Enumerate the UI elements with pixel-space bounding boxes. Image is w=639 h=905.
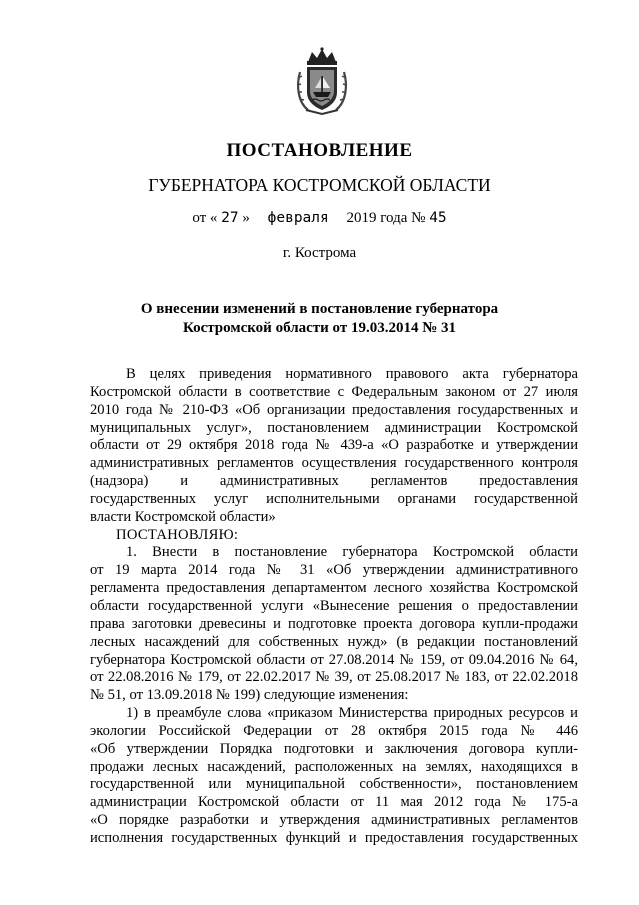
text-line: права заготовки древесины и подготовке проекта договора купли-продажи bbox=[90, 615, 578, 632]
city: г. Кострома bbox=[282, 245, 357, 261]
text-line: Костромской области в соответствие с Федеральным законом от 27 июля bbox=[90, 383, 578, 400]
text-line: «О порядке разработки и утверждения административных регламентов bbox=[90, 812, 578, 829]
document-body bbox=[90, 366, 578, 848]
text-line: исполнения государственных функций и предоставления государственных bbox=[90, 829, 578, 846]
document-subject bbox=[0, 300, 639, 338]
text-line: государственной или муниципальной собственности», постановлением bbox=[90, 776, 578, 793]
text-line: «Об утверждении Порядка подготовки и заключения договора купли- bbox=[90, 740, 578, 757]
kostroma-coat-of-arms-icon bbox=[294, 46, 350, 116]
date-close-quote: » bbox=[242, 210, 250, 226]
document-number: 45 bbox=[429, 210, 447, 226]
text-line: государственных услуг исполнительными органами государственной bbox=[90, 490, 578, 507]
paragraph-item-1 bbox=[90, 544, 578, 705]
text-line: продажи лесных насаждений, расположенных на землях, находящихся в bbox=[90, 758, 578, 775]
date-prefix: от bbox=[192, 210, 207, 226]
subject-line: Костромской области от 19.03.2014 № 31 bbox=[182, 320, 457, 336]
text-line: власти Костромской области» bbox=[90, 508, 276, 525]
date-year-text: 2019 года № bbox=[346, 210, 426, 226]
text-line: от 19 марта 2014 года № 31 «Об утверждении административного bbox=[90, 562, 578, 579]
text-line: экологии Российской Федерации от 28 октября 2015 года № 446 bbox=[90, 722, 578, 739]
issuing-authority: ГУБЕРНАТОРА КОСТРОМСКОЙ ОБЛАСТИ bbox=[148, 175, 491, 195]
text-line: (надзора) и административных регламентов предоставления bbox=[90, 473, 578, 490]
text-line: администрации Костромской области от 11 мая 2012 года № 175-а bbox=[90, 794, 578, 811]
text-line: В целях приведения нормативного правового акта губернатора bbox=[126, 366, 578, 382]
text-line: 1. Внести в постановление губернатора Костромской области bbox=[126, 544, 578, 561]
document-date-line bbox=[0, 210, 639, 227]
text-line: 1) в преамбуле слова «приказом Министерства природных ресурсов и bbox=[126, 705, 578, 722]
text-line: области государственной услуги «Вынесение решения о предоставлении bbox=[90, 597, 578, 614]
text-line: губернатора Костромской области от 27.08.2014 № 159, от 09.04.2016 № 64, bbox=[90, 651, 578, 668]
resolve-statement: ПОСТАНОВЛЯЮ: bbox=[116, 526, 239, 543]
text-line: области от 29 октября 2018 года № 439-а «О разработке и утверждении bbox=[90, 437, 578, 454]
text-line: регламента предоставления департаментом лесного хозяйства Костромской bbox=[90, 580, 578, 597]
subject-line: О внесении изменений в постановление губернатора bbox=[140, 301, 499, 317]
paragraph-preamble bbox=[90, 366, 578, 527]
text-line: муниципальных услуг», постановлением администрации Костромской bbox=[90, 419, 578, 436]
text-line: от 22.08.2016 № 179, от 22.02.2017 № 39, от 25.08.2017 № 183, от 22.02.2018 bbox=[90, 669, 578, 686]
date-open-quote: « bbox=[209, 210, 218, 226]
date-day: 27 bbox=[221, 210, 239, 226]
paragraph-subitem-1 bbox=[90, 705, 578, 848]
document-title: ПОСТАНОВЛЕНИЕ bbox=[226, 140, 413, 161]
text-line: № 51, от 13.09.2018 № 199) следующие изменения: bbox=[90, 687, 409, 704]
text-line: лесных насаждений для собственных нужд» (в редакции постановлений bbox=[90, 633, 578, 650]
date-month: февраля bbox=[267, 210, 329, 226]
text-line: административных регламентов осуществления государственного контроля bbox=[90, 455, 578, 472]
text-line: 2010 года № 210-ФЗ «Об организации предоставления государственных и bbox=[90, 401, 578, 418]
